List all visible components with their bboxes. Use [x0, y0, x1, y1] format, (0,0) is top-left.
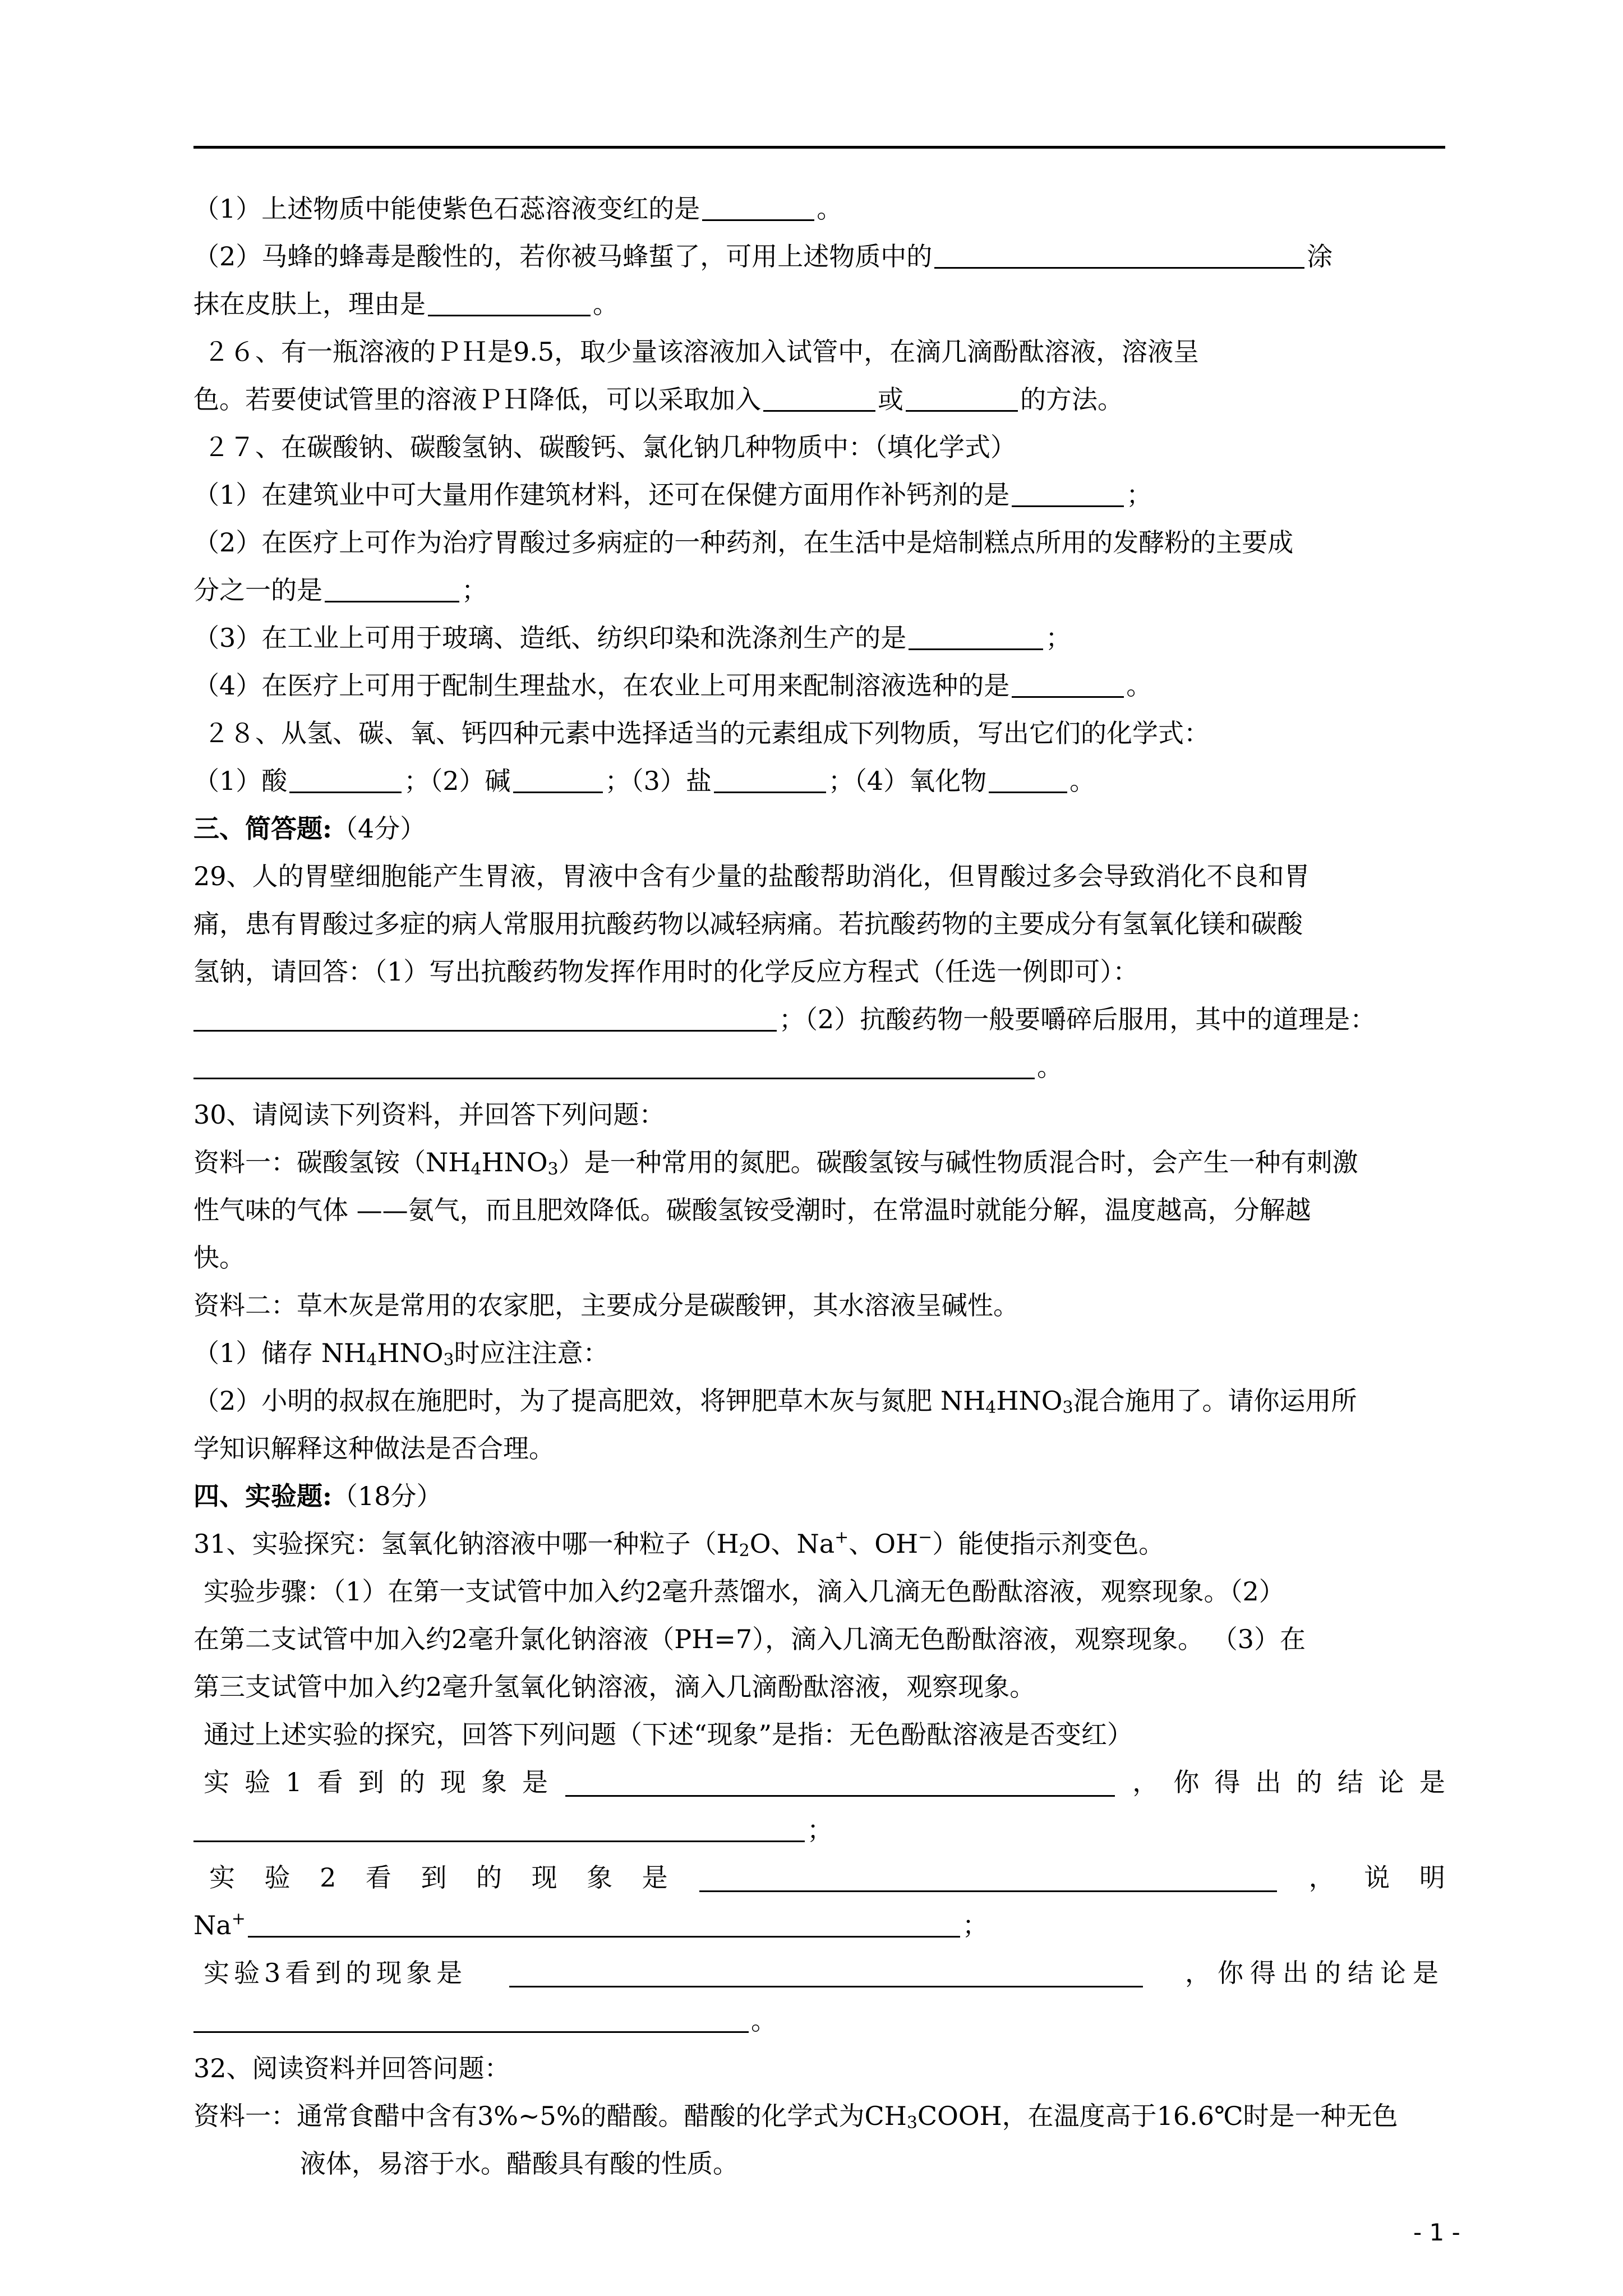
q30-part1: （1）储存 $NH_4HNO_3$时应注注意：	[193, 1338, 609, 1370]
q30-material1-end: 快。	[193, 1243, 245, 1273]
q26-line1: ２６、有一瓶溶液的ＰＨ是9.5，取少量该溶液加入试管中，在滴几滴酚酞溶液，溶液呈	[204, 337, 1200, 367]
q29-line3: 氢钠，请回答：（1）写出抗酸药物发挥作用时的化学反应方程式（任选一例即可）：	[193, 956, 1139, 987]
answer-blank[interactable]	[699, 1864, 1277, 1892]
answer-blank[interactable]	[193, 1003, 777, 1032]
answer-blank[interactable]	[248, 1909, 960, 1938]
q27-part1: （1）在建筑业中可大量用作建筑材料，还可在保健方面用作补钙剂的是 ；	[193, 480, 1152, 510]
q29-line5: 。	[193, 1043, 1445, 1091]
answer-blank[interactable]	[193, 1051, 1035, 1079]
q32-material1: 资料一：通常食醋中含有3%~5%的醋酸。醋酸的化学式为$CH_3COOH$，在温度高于16.6℃时是一种无色	[193, 2101, 1398, 2133]
q30-material2: 资料二：草木灰是常用的农家肥，主要成分是碳酸钾，其水溶液呈碱性。	[193, 1290, 1019, 1320]
answer-blank[interactable]	[193, 1814, 805, 1842]
q27-part3: （3）在工业上可用于玻璃、造纸、纺织印染和洗涤剂生产的是 ；	[193, 623, 1072, 653]
q30-part2-cont: 学知识解释这种做法是否合理。	[193, 1433, 555, 1464]
q25-part1: （1）上述物质中能使紫色石蕊溶液变红的是 。	[193, 194, 843, 224]
q30-material1: 资料一：碳酸氢铵$(NH_4HNO_3)$是一种常用的氮肥。碳酸氢铵与碱性物质混合时，会产生一种有刺激	[193, 1147, 1358, 1179]
q29-line2: 痛，患有胃酸过多症的病人常服用抗酸药物以减轻病痛。若抗酸药物的主要成分有氢氧化镁和碳酸	[193, 909, 1303, 939]
q31-steps-cont: 在第二支试管中加入约2毫升氯化钠溶液（PH=7），滴入几滴无色酚酞溶液，观察现象。 （3）在	[193, 1624, 1306, 1654]
q25-part2: （2）马蜂的蜂毒是酸性的，若你被马蜂蜇了，可用上述物质中的 涂	[193, 241, 1333, 272]
q32-intro: 32、阅读资料并回答问题：	[193, 2053, 510, 2083]
answer-blank[interactable]	[193, 2004, 749, 2033]
q31-intro: 31、实验探究：氢氧化钠溶液中哪一种粒子（$H_2O$、Na+、OH−）能使指示剂变色。	[193, 1527, 1165, 1561]
answer-blank[interactable]	[325, 574, 459, 602]
q30-intro: 30、请阅读下列资料，并回答下列问题：	[193, 1099, 665, 1130]
answer-blank[interactable]	[513, 765, 603, 793]
q30-material1-cont: 性气味的气体 ——氨气，而且肥效降低。碳酸氢铵受潮时，在常温时就能分解，温度越高，分解越	[193, 1195, 1311, 1225]
q31-exp2: 实 验 2 看 到 的 现 象 是 ， 说 明	[209, 1862, 1445, 1893]
q25-part2-cont: 抹在皮肤上，理由是 。	[193, 289, 619, 319]
q29-line4: ；（2）抗酸药物一般要嚼碎后服用，其中的道理是：	[193, 996, 1445, 1043]
q30-part2: （2）小明的叔叔在施肥时，为了提高肥效，将钾肥草木灰与氮肥 $NH_4HNO_3$混合施用了。请你运用所	[193, 1386, 1357, 1418]
q28-intro: ２８、从氢、碳、氧、钙四种元素中选择适当的元素组成下列物质，写出它们的化学式：	[204, 718, 1210, 748]
answer-blank[interactable]	[289, 765, 402, 793]
answer-blank[interactable]	[509, 1959, 1143, 1987]
q26-line2: 色。若要使试管里的溶液ＰＨ降低，可以采取加入 或 的方法。	[193, 384, 1123, 415]
answer-blank[interactable]	[763, 383, 875, 412]
answer-blank[interactable]	[909, 622, 1043, 650]
q31-exp2-cont: Na+ ；	[193, 1909, 988, 1940]
q27-part2: （2）在医疗上可作为治疗胃酸过多病症的一种药剂，在生活中是焙制糕点所用的发酵粉的主要成	[193, 527, 1294, 558]
answer-blank[interactable]	[1012, 478, 1124, 507]
q27-part2-cont: 分之一的是 ；	[193, 575, 487, 605]
q31-question: 通过上述实验的探究，回答下列问题（下述“现象”是指：无色酚酞溶液是否变红）	[204, 1719, 1133, 1750]
q31-exp1: 实 验 1 看 到 的 现 象 是 ， 你 得 出 的 结 论 是	[204, 1767, 1445, 1797]
section-heading: 三、简答题:（4分）	[193, 813, 426, 844]
answer-blank[interactable]	[906, 383, 1018, 412]
q32-material1-cont: 液体，易溶于水。醋酸具有酸的性质。	[300, 2148, 739, 2179]
page-content	[193, 185, 1445, 2188]
page-number: - 1 -	[1413, 2219, 1460, 2246]
answer-blank[interactable]	[702, 192, 814, 221]
answer-blank[interactable]	[934, 240, 1304, 269]
answer-blank[interactable]	[989, 765, 1067, 793]
q28-answers: （1）酸 ；（2）碱 ；（3）盐 ；（4）氧化物 。	[193, 766, 1096, 796]
answer-blank[interactable]	[714, 765, 826, 793]
answer-blank[interactable]	[428, 288, 591, 316]
answer-blank[interactable]	[1012, 669, 1124, 698]
section-heading: 四、实验题:（18分）	[193, 1481, 442, 1511]
q31-steps: 实验步骤：（1）在第一支试管中加入约2毫升蒸馏水，滴入几滴无色酚酞溶液，观察现象。（2）	[204, 1576, 1285, 1607]
q29-line1: 29、人的胃壁细胞能产生胃液，胃液中含有少量的盐酸帮助消化，但胃酸过多会导致消化不良和胃	[193, 861, 1310, 891]
q31-exp3: 实验3看到的现象是 ，你得出的结论是	[204, 1958, 1445, 1988]
header-rule	[193, 146, 1445, 149]
q27-intro: ２７、在碳酸钠、碳酸氢钠、碳酸钙、氯化钠几种物质中：（填化学式）	[204, 432, 1016, 462]
answer-blank[interactable]	[565, 1768, 1115, 1797]
q31-steps-cont: 第三支试管中加入约2毫升氢氧化钠溶液，滴入几滴酚酞溶液，观察现象。	[193, 1672, 1036, 1702]
q31-exp1-cont: ；	[193, 1806, 1445, 1854]
q31-exp3-cont: 。	[193, 1997, 1445, 2045]
q27-part4: （4）在医疗上可用于配制生理盐水，在农业上可用来配制溶液选种的是 。	[193, 670, 1152, 701]
